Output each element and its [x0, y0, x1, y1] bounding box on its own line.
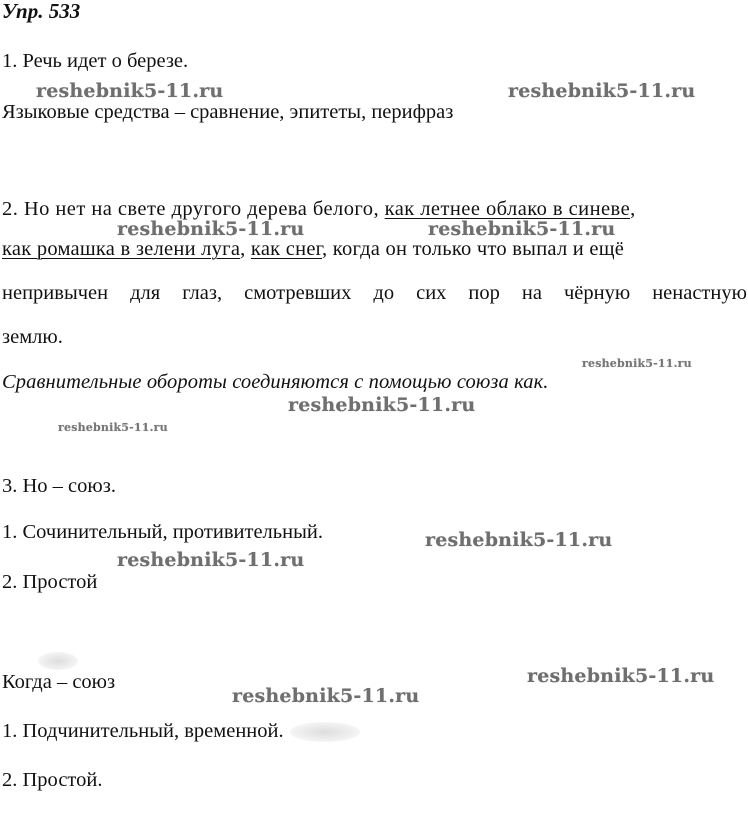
section2-l2-underlined-a: как ромашка в зелени луга — [2, 238, 241, 260]
word: для — [130, 282, 161, 304]
watermark: reshebnik5-11.ru — [527, 665, 715, 687]
scan-smudge — [290, 722, 360, 742]
section2-note: Сравнительные обороты соединяются с помощью союза как. — [2, 371, 549, 393]
section2-l1-after: , — [630, 198, 636, 220]
word: непривычен — [2, 282, 109, 304]
word: чёрную — [563, 282, 631, 304]
watermark: reshebnik5-11.ru — [425, 529, 613, 551]
watermark: reshebnik5-11.ru — [288, 394, 476, 416]
section3-line3: 2. Простой — [2, 571, 98, 593]
watermark: reshebnik5-11.ru — [58, 421, 168, 434]
watermark: reshebnik5-11.ru — [428, 218, 616, 240]
section2-line3 — [2, 281, 747, 305]
scan-smudge — [38, 652, 78, 670]
watermark: reshebnik5-11.ru — [117, 218, 305, 240]
section4-line2: 1. Подчинительный, временной. — [2, 720, 284, 742]
word: пор — [468, 282, 500, 304]
section2-line4: землю. — [2, 326, 63, 348]
word: ненастную — [652, 282, 747, 304]
section2-line2 — [2, 237, 624, 261]
word: на — [521, 282, 542, 304]
watermark: reshebnik5-11.ru — [582, 357, 692, 370]
watermark: reshebnik5-11.ru — [508, 80, 696, 102]
word: глаз, — [182, 282, 223, 304]
section2-l2-after: , когда он только что выпал и ещё — [322, 238, 625, 260]
watermark: reshebnik5-11.ru — [117, 549, 305, 571]
section1-line1: 1. Речь идет о березе. — [2, 50, 189, 72]
section2-l2-comma: , — [240, 238, 246, 260]
section2-l2-underlined-b: как снег — [250, 238, 323, 260]
section3-line1: 3. Но – союз. — [2, 475, 116, 497]
section2-l1-underlined: как летнее облако в синеве — [384, 198, 631, 220]
watermark: reshebnik5-11.ru — [36, 80, 224, 102]
page-title: Упр. 533 — [2, 0, 81, 23]
word: смотревших — [244, 282, 352, 304]
section4-line3: 2. Простой. — [2, 769, 103, 791]
section2-l1-before: 2. Но нет на свете другого дерева белого, — [2, 198, 380, 220]
section1-line2: Языковые средства – сравнение, эпитеты, перифраз — [2, 101, 454, 123]
word: сих — [416, 282, 447, 304]
section4-line1: Когда – союз — [2, 671, 116, 693]
word: до — [373, 282, 395, 304]
watermark: reshebnik5-11.ru — [232, 685, 420, 707]
section3-line2: 1. Сочинительный, противительный. — [2, 521, 323, 543]
